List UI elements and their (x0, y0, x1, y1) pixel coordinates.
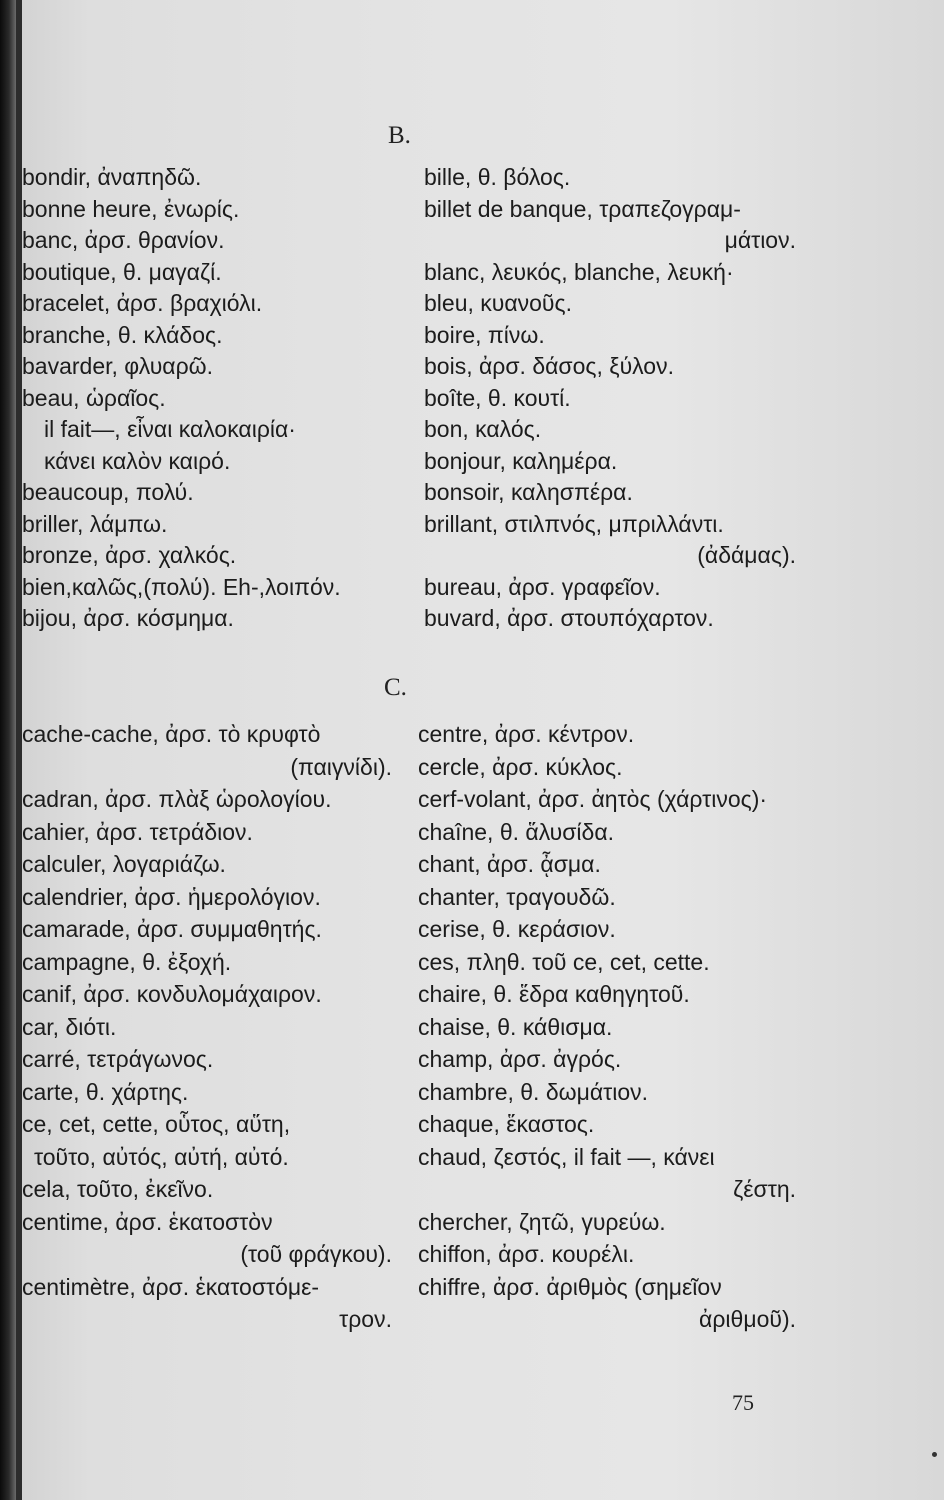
entry: brillant, στιλπνός, μπριλλάντι. (424, 510, 724, 537)
entry: cache-cache, ἀρσ. τὸ κρυφτὸ (22, 721, 321, 747)
entry: calculer, λογαριάζω. (22, 851, 226, 877)
entry: chercher, ζητῶ, γυρεύω. (418, 1208, 666, 1235)
entry: bien,καλῶς,(πολύ). Eh-,λοιπόν. (22, 573, 341, 600)
entry: cahier, ἀρσ. τετράδιον. (22, 818, 253, 845)
entry: cerise, θ. κεράσιον. (418, 916, 616, 942)
ink-speck (932, 1452, 937, 1457)
entry: canif, ἀρσ. κονδυλομάχαιρον. (22, 981, 322, 1007)
entry: beaucoup, πολύ. (22, 479, 194, 505)
entry: bonjour, καλημέρα. (424, 447, 618, 474)
entry: cerf-volant, ἀρσ. ἀητὸς (χάρτινος)· (418, 786, 768, 812)
entry: centime, ἀρσ. ἑκατοστὸν (22, 1208, 273, 1235)
page-number: 75 (732, 1390, 754, 1415)
entry: car, διότι. (22, 1013, 117, 1040)
entry-continuation: τρον. (339, 1306, 392, 1332)
entry-subline: il fait—, εἶναι καλοκαιρία· (44, 416, 296, 442)
entry-continuation: κάνει καλὸν καιρό. (44, 447, 231, 474)
entry: bois, ἀρσ. δάσος, ξύλον. (424, 353, 674, 379)
entry: cercle, ἀρσ. κύκλος. (418, 753, 623, 780)
entry: centimètre, ἀρσ. ἑκατοστόμε- (22, 1273, 320, 1300)
entry: bille, θ. βόλος. (424, 164, 571, 190)
entry: bronze, ἀρσ. χαλκός. (22, 542, 237, 568)
section-c-left-column (22, 718, 392, 1336)
entry: chanter, τραγουδῶ. (418, 883, 616, 910)
entry: camarade, ἀρσ. συμμαθητής. (22, 916, 322, 942)
entry: ces, πληθ. τοῦ ce, cet, cette. (418, 948, 710, 975)
entry: bracelet, ἀρσ. βραχιόλι. (22, 290, 263, 316)
entry: chiffre, ἀρσ. ἀριθμὸς (σημεῖον (418, 1273, 722, 1300)
entry-continuation: ζέστη. (733, 1176, 796, 1202)
entry: cela, τοῦτο, ἐκεῖνο. (22, 1176, 214, 1202)
entry: bonne heure, ἐνωρίς. (22, 195, 240, 222)
entry-continuation: ἀριθμοῦ). (699, 1306, 796, 1332)
entry: carré, τετράγωνος. (22, 1046, 214, 1072)
entry-continuation: (ἀδάμας). (697, 542, 796, 568)
entry: boîte, θ. κουτί. (424, 384, 571, 411)
entry-continuation: μάτιον. (724, 227, 796, 253)
entry: bondir, ἀναπηδῶ. (22, 164, 202, 190)
entry: champ, ἀρσ. ἀγρός. (418, 1046, 622, 1072)
entry: bon, καλός. (424, 416, 542, 442)
entry: chant, ἀρσ. ᾆσμα. (418, 851, 601, 877)
entry: chaîne, θ. ἅλυσίδα. (418, 818, 615, 845)
entry: billet de banque, τραπεζογραμ- (424, 195, 741, 222)
entry: carte, θ. χάρτης. (22, 1078, 189, 1105)
entry: blanc, λευκός, blanche, λευκή· (424, 258, 734, 285)
entry: bijou, ἀρσ. κόσμημα. (22, 605, 234, 631)
entry: chambre, θ. δωμάτιον. (418, 1078, 649, 1105)
entry: buvard, ἀρσ. στουπόχαρτον. (424, 605, 714, 631)
entry-continuation: (τοῦ φράγκου). (240, 1241, 392, 1267)
book-gutter-shadow (0, 0, 16, 1500)
entry: briller, λάμπω. (22, 510, 168, 537)
entry: bleu, κυανοῦς. (424, 290, 572, 316)
entry: chaque, ἕκαστος. (418, 1111, 595, 1137)
entry: centre, ἀρσ. κέντρον. (418, 721, 635, 747)
entry: boutique, θ. μαγαζί. (22, 258, 222, 285)
entry: bonsoir, καλησπέρα. (424, 479, 633, 505)
entry: chaud, ζεστός, il fait —, κάνει (418, 1143, 715, 1170)
section-c-right-column (418, 718, 796, 1336)
entry: chaire, θ. ἕδρα καθηγητοῦ. (418, 981, 690, 1007)
section-b-left-column (22, 162, 392, 635)
entry: bureau, ἀρσ. γραφεῖον. (424, 573, 661, 600)
entry-continuation: (παιγνίδι). (290, 753, 392, 780)
entry: banc, ἀρσ. θρανίον. (22, 227, 225, 253)
entry: boire, πίνω. (424, 321, 545, 348)
entry: chiffon, ἀρσ. κουρέλι. (418, 1241, 635, 1267)
entry: ce, cet, cette, οὗτος, αὕτη, (22, 1111, 291, 1137)
entry-continuation: τοῦτο, αὐτός, αὐτή, αὐτό. (34, 1143, 289, 1170)
entry: bavarder, φλυαρῶ. (22, 353, 214, 379)
entry: branche, θ. κλάδος. (22, 321, 223, 348)
section-heading-b: B. (388, 122, 411, 149)
entry: campagne, θ. ἐξοχή. (22, 948, 232, 975)
section-heading-c: C. (384, 674, 407, 701)
entry: chaise, θ. κάθισμα. (418, 1013, 613, 1040)
section-b-right-column (424, 162, 796, 635)
entry: beau, ὡραῖος. (22, 384, 166, 411)
entry: cadran, ἀρσ. πλὰξ ὡρολογίου. (22, 786, 332, 812)
entry: calendrier, ἀρσ. ἡμερολόγιον. (22, 883, 321, 910)
